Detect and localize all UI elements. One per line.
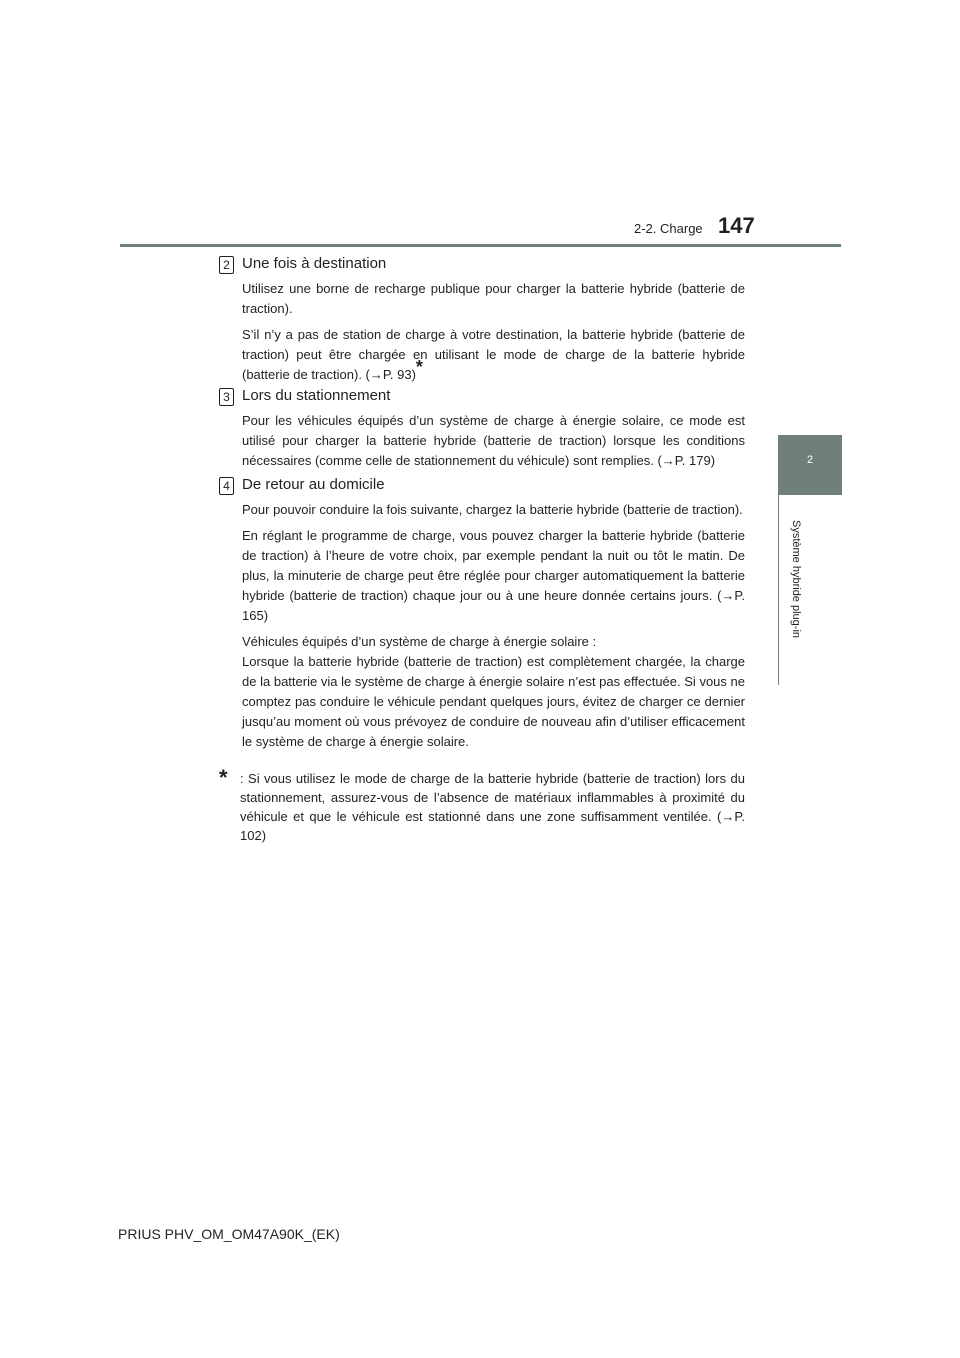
item-title: Une fois à destination: [242, 255, 387, 272]
item-parking: [219, 387, 745, 477]
side-tab-number: 2: [806, 454, 814, 466]
side-tab-rule: [778, 495, 779, 685]
footnote-star: *: [219, 765, 228, 790]
header-rule: [120, 244, 841, 247]
header-section: 2-2. Charge: [634, 221, 703, 236]
item-paragraph: Pour pouvoir conduire la fois suivante, chargez la batterie hybride (batterie de traction).: [242, 502, 743, 517]
page-number: 147: [718, 213, 755, 238]
item-paragraph: Pour les véhicules équipés d’un système de charge à énergie solaire, ce mode est utilisé pour charger la batterie hybride (batterie de traction) lorsque les conditions nécessaires (comme celle de stationnement du véhicule) sont remplies. (→P. 179): [242, 413, 745, 468]
item-paragraph: Véhicules équipés d’un système de charge à énergie solaire :: [242, 634, 597, 649]
item-destination: [219, 255, 745, 391]
item-number-box: 3: [219, 388, 234, 406]
item-number-box: 2: [219, 256, 234, 274]
item-title: Lors du stationnement: [242, 387, 391, 404]
side-tab-title: Système hybride plug-in: [790, 520, 802, 639]
footer-doc-id: PRIUS PHV_OM_OM47A90K_(EK): [118, 1226, 340, 1242]
item-paragraph: Lorsque la batterie hybride (batterie de traction) est complètement chargée, la charge de la batterie via le système de charge à énergie solaire n’est pas effectuée. Si vous ne comptez pas conduire le véhicule pendant quelques jours, évitez de charger ce dernier jusqu’au moment où vous prévoyez de conduire de nouveau afin d’utiliser efficacement le système de charge à énergie solaire.: [242, 654, 745, 749]
footnote: [219, 765, 745, 845]
footnote-marker: *: [415, 357, 423, 377]
item-title: De retour au domicile: [242, 476, 385, 493]
item-paragraph: Utilisez une borne de recharge publique pour charger la batterie hybride (batterie de traction).: [242, 281, 745, 316]
item-number-box: 4: [219, 477, 234, 495]
item-home: [219, 476, 745, 758]
item-paragraph: [242, 325, 745, 385]
footnote-text: : Si vous utilisez le mode de charge de la batterie hybride (batterie de traction) lors du stationnement, assurez-vous de l’absence de matériaux inflammables à proximité du véhicule et que le véhicule est stationné dans une zone suffisamment ventilée. (→P. 102): [240, 771, 745, 843]
item-paragraph-text: S’il n’y a pas de station de charge à votre destination, la batterie hybride (batterie de traction) peut être chargée en utilisant le mode de charge de la batterie hybride (batterie de traction). (→P. 93): [242, 327, 745, 382]
item-paragraph: En réglant le programme de charge, vous pouvez charger la batterie hybride (batterie de traction) à l’heure de votre choix, par exemple pendant la nuit ou tôt le matin. De plus, la minuterie de charge peut être réglée pour charger automatiquement la batterie hybride (batterie de traction) chaque jour ou à une heure donnée certains jours. (→P. 165): [242, 528, 745, 623]
